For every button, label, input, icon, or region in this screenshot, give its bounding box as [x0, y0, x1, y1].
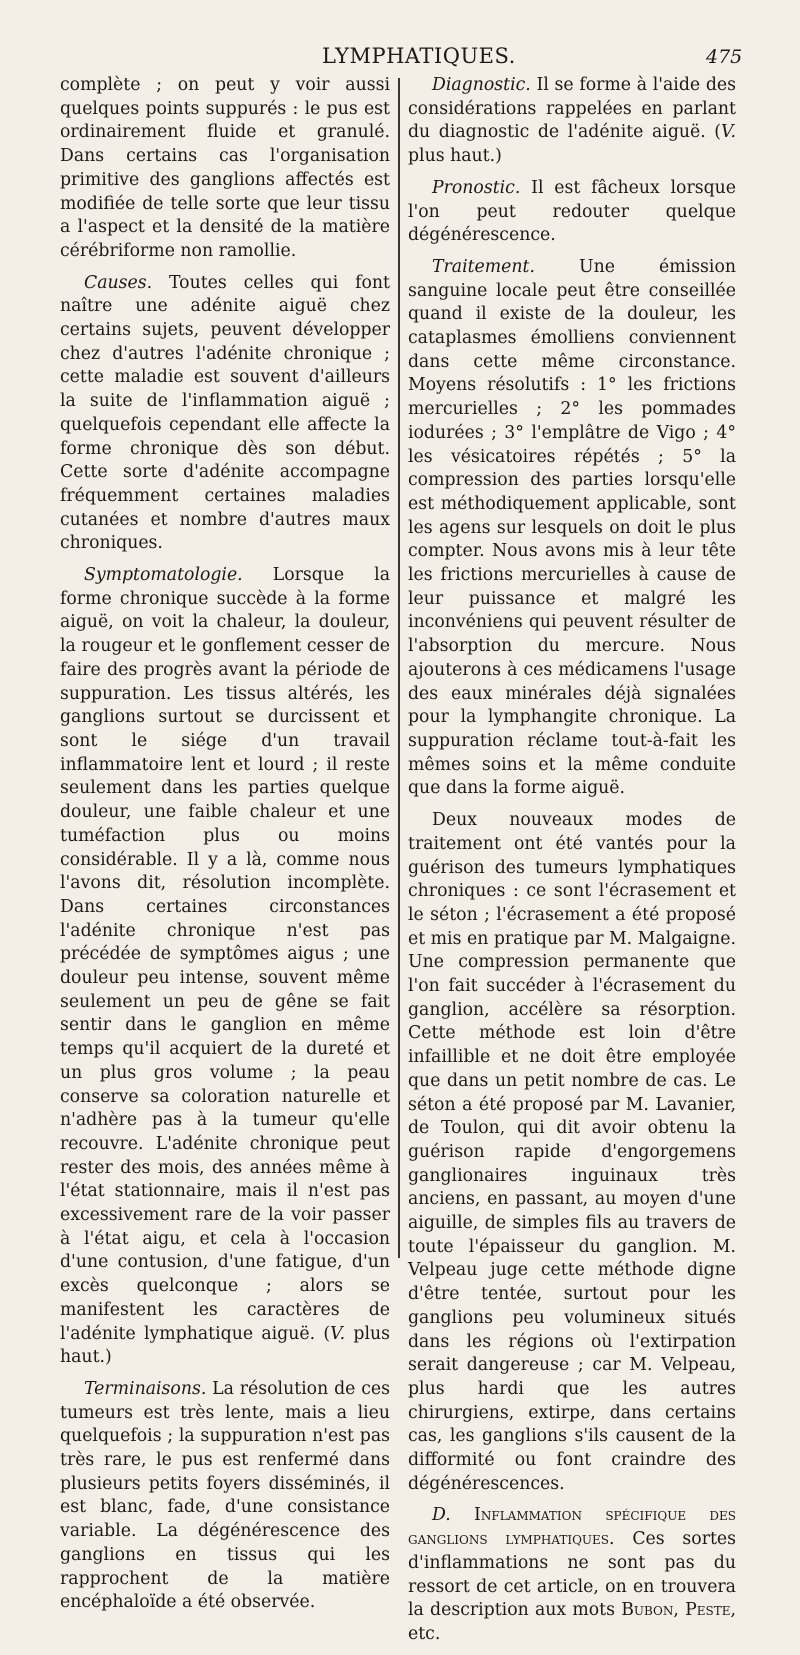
paragraph-text: Lorsque la forme chronique succède à la forme aiguë, on voit la chaleur, la douleur, la rougeur et le gonflement cesser de faire des progrès avant la période de suppuration. Les tissus altérés, les ganglions surtout se durcissent et sont le siége d'un travail inflammatoire lent et lourd ; il reste seulement dans les parties quelque douleur, une faible chaleur et une tuméfaction plus ou moins considérable. Il y a là, comme nous l'avons dit, résolution incomplète. Dans certaines circonstances l'adénite chronique n'est pas précédée de symptômes aigus ; une douleur peu intense, souvent même seulement un peu de gêne se fait sentir dans le ganglion en même temps qu'il acquiert de la dureté et un plus gros volume ; la peau conserve sa coloration naturelle et n'adhère pas à la tumeur qu'elle recouvre. L'adénite chronique peut rester des mois, des années même à l'état stationnaire, mais il n'est pas excessivement rare de la voir passer à l'état aigu, et cela à l'occasion d'une contusion, d'une fatigue, d'un excès quelconque ; alors se manifestent les caractères de l'adénite lymphatique aiguë. (	[60, 565, 390, 1344]
cross-reference-word: Bubon	[621, 1600, 674, 1621]
section-term: Terminaisons.	[84, 1378, 207, 1399]
paragraph-text: plus haut.)	[408, 146, 502, 167]
column-divider	[398, 78, 400, 1258]
right-column	[408, 74, 736, 1655]
separator: ,	[673, 1600, 686, 1621]
paragraph-text: Deux nouveaux modes de traitement ont été vantés pour la guérison des tumeurs lymphatiques chroniques : ce sont l'écrasement et le séton ; l'écrasement a été proposé et mis en pratique par M. Malgaigne. Une compression permanente que l'on fait succéder à l'écrasement du ganglion, accélère sa résorption. Cette méthode est loin d'être infaillible et ne doit être employée que dans un petit nombre de cas. Le séton a été proposé par M. Lavanier, de Toulon, qui dit avoir obtenu la guérison rapide d'engorgemens ganglionaires inguinaux très anciens, en passant, au moyen d'une aiguille, de simples fils au travers de toute l'épaisseur du ganglion. M. Velpeau juge cette méthode digne d'être tentée, surtout pour les ganglions peu volumineux situés dans les régions où l'extirpation serait dangereuse ; car M. Velpeau, plus hardi que les autres chirurgiens, extirpe, dans certains cas, les ganglions s'ils causent de la difformité ou font craindre des dégénérescences.	[408, 810, 736, 1494]
paragraph-causes	[60, 272, 390, 556]
page-header	[0, 44, 800, 72]
paragraph-text: , etc.	[408, 1600, 736, 1644]
paragraph-text: Il est fâcheux lorsque l'on peut redouter quelque dégénérescence.	[408, 177, 736, 246]
cross-reference-word: Peste	[685, 1600, 731, 1621]
paragraph-diagnostic	[408, 74, 736, 169]
section-heading: Inflammation spécifique des ganglions lymphatiques.	[408, 1505, 736, 1550]
paragraph-text: La résolution de ces tumeurs est très lente, mais a lieu quelquefois ; la suppuration n'est pas très rare, le pus est renfermé dans plusieurs petits foyers disséminés, il est blanc, fade, d'une consistance variable. La dégénérescence des ganglions en tissus qui les rapprochent de la matière encéphaloïde a été observée.	[60, 1378, 390, 1613]
paragraph-text: Une émission sanguine locale peut être conseillée quand il existe de la douleur, les cataplasmes émolliens conviennent dans cette même circonstance. Moyens résolutifs : 1° les frictions mercurielles ; 2° les pommades iodurées ; 3° l'emplâtre de Vigo ; 4° les vésicatoires répétés ; 5° la compression des parties lorsqu'elle est méthodiquement applicable, sont les agens sur lesquels on doit le plus compter. Nous avons mis à leur tête les frictions mercurielles à cause de leur puissance et malgré les inconvéniens qui peuvent résulter de l'absorption du mercure. Nous ajouterons à ces médicamens l'usage des eaux minérales déjà signalées pour la lymphangite chronique. La suppuration réclame tout-à-fait les mêmes soins et la même conduite que dans la forme aiguë.	[408, 256, 736, 799]
section-term: Causes.	[84, 272, 153, 293]
paragraph-inflammation-specifique	[408, 1504, 736, 1646]
paragraph-nouveaux-modes	[408, 809, 736, 1496]
paragraph-text: complète ; on peut y voir aussi quelques points suppurés : le pus est ordinairement fluide et granulé. Dans certains cas l'organisation primitive des ganglions affectés est modifiée de telle sorte que leur tissu a l'aspect et la densité de la matière cérébriforme non ramollie.	[60, 75, 390, 261]
paragraph-traitement	[408, 256, 736, 801]
section-term: Traitement.	[432, 256, 535, 277]
left-column	[60, 74, 390, 1623]
paragraph-pronostic	[408, 177, 736, 248]
paragraph-text: Ces sortes d'inflammations ne sont pas du ressort de cet article, on en trouvera la description aux mots	[408, 1529, 736, 1621]
paragraph-text: Il se forme à l'aide des considérations rappelées en parlant du diagnostic de l'adénite aiguë. (	[408, 75, 736, 143]
paragraph-text: Toutes celles qui font naître une adénite aiguë chez certains sujets, peuvent développer chez d'autres l'adénite chronique ; cette maladie est souvent d'ailleurs la suite de l'inflammation aiguë ; quelquefois cependant elle affecte la forme chronique dès son début. Cette sorte d'adénite accompagne fréquemment certaines maladies cutanées et nombre d'autres maux chroniques.	[60, 272, 390, 554]
page-number: 475	[706, 46, 743, 68]
section-term: Symptomatologie.	[84, 565, 243, 586]
section-term: Pronostic.	[432, 177, 521, 198]
running-title: LYMPHATIQUES.	[322, 44, 516, 68]
paragraph-symptomatologie	[60, 564, 390, 1370]
paragraph-text: plus haut.)	[60, 1323, 390, 1368]
paragraph-continuation	[60, 74, 390, 264]
cross-reference: V.	[721, 122, 736, 143]
paragraph-terminaisons	[60, 1378, 390, 1615]
section-term: Diagnostic.	[432, 75, 531, 95]
section-letter: D.	[432, 1505, 451, 1526]
cross-reference: V.	[330, 1323, 346, 1344]
